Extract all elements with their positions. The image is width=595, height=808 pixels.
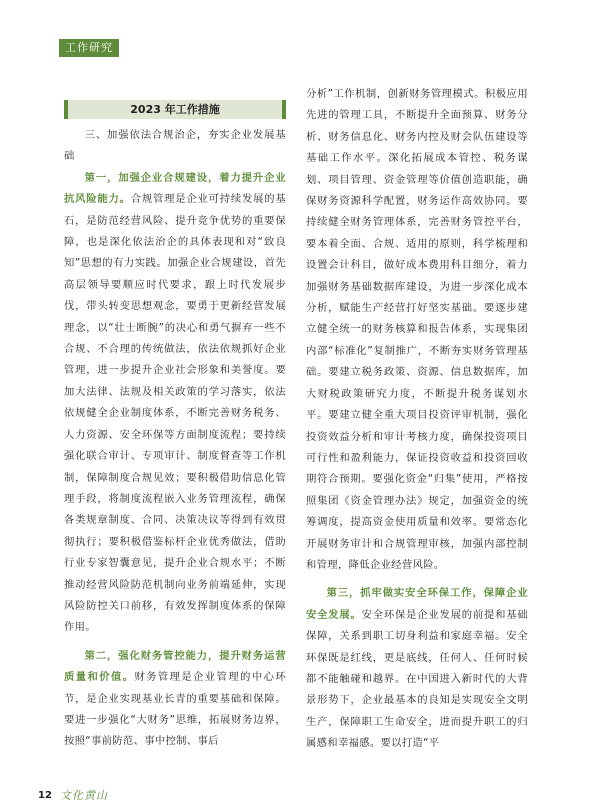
paragraph-1-body: 合规管理是企业可持续发展的基石，是防范经营风险、提升竞争优势的重要保障，也是深化依法治企的具体表现和对“致良知”思想的有力实践。加强企业合规建设，首先高层领导要顺应时代要求，跟上时代发展步伐，带头转变思想观念，要勇于更新经营发展理念，以“壮士断腕”的决心和勇气摒弃一些不合规、不合理的传统做法，依法依规抓好企业管理，进一步提升企业社会形象和美誉度。要加大法律、法规及相关政策的学习落实，依法依规健全企业制度体系，不断完善财务税务、人力资源、安全环保等方面制度流程；要持续强化联合审计、专项审计、制度督查等工作机制，保障制度合规见效；要积极借助信息化管理手段，将制度流程嵌入业务管理流程，确保各类规章制度、合同、决策决议等得到有效贯彻执行；要积极借鉴标杆企业优秀做法，借助行业专家智囊意见，提升企业合规水平；不断推动经营风险防范机制向业务前端延伸，实现风险防控关口前移，有效发挥制度体系的保障作用。 [64, 193, 286, 634]
paragraph-2-lead: 第二，强化财务管控能力，提升财务运营质量和价值。 [64, 649, 286, 684]
right-column [306, 84, 528, 755]
magazine-logo: 文化黄山 [60, 789, 108, 802]
paragraph-3-body: 安全环保是企业发展的前提和基础保障，关系到职工切身利益和家庭幸福。安全环保既是红线，更是底线，任何人、任何时候都不能触碰和越界。在中国进入新时代的大背景形势下，企业最基本的良知是实现安全文明生产，保障职工生命安全，进而提升职工的归属感和幸福感。要以打造“平 [306, 608, 529, 750]
paragraph-2-body: 财务管理是企业管理的中心环节，是企业实现基业长青的重要基础和保障。要进一步强化“大财务”思维，拓展财务边界，按照“事前防范、事中控制、事后 [64, 671, 286, 748]
paragraph-2-continued: 分析”工作机制，创新财务管理模式。积极应用先进的管理工具，不断提升全面预算、财务分析、财务信息化、财务内控及财会队伍建设等基础工作水平。深化拓展成本管控、税务谋划、项目管理、资金管理等价值创造职能，确保财务资源科学配置，财务运作高效协同。要持续健全财务管理体系，完善财务管控平台，要本着全面、合规、适用的原则，科学梳理和设置会计科目，做好成本费用科目细分，着力加强财务基础数据库建设，为进一步深化成本分析，赋能生产经营打好坚实基础。要逐步建立健全统一的财务核算和报告体系，实现集团内部“标准化”复制推广，不断夯实财务管理基础。要建立税务政策、资源、信息数据库，加大财税政策研究力度，不断提升税务谋划水平。要建立健全重大项目投资评审机制，强化投资效益分析和审计考核力度，确保投资项目可行性和盈利能力，保证投资收益和投资回收期符合预期。要强化资金“归集”使用，严格按照集团《资金管理办法》规定，加强资金的统筹调度，提高资金使用质量和效率。要常态化开展财务审计和合规管理审核，加强内部控制和管理，降低企业经营风险。 [306, 88, 528, 571]
page-number: 12 [38, 790, 52, 801]
paragraph-3-lead: 第三，抓牢做实安全环保工作，保障企业安全发展。 [306, 587, 528, 621]
left-column [64, 125, 286, 753]
section-tag: 工作研究 [59, 39, 119, 57]
paragraph-2 [64, 646, 286, 753]
paragraph-3 [306, 583, 528, 754]
section-banner: 2023 年工作措施 [64, 100, 286, 119]
paragraph-1-lead: 第一，加强企业合规建设，着力提升企业抗风险能力。 [64, 171, 286, 206]
paragraph-1 [64, 168, 286, 639]
subheading: 三、加强依法合规治企，夯实企业发展基础 [64, 129, 286, 163]
